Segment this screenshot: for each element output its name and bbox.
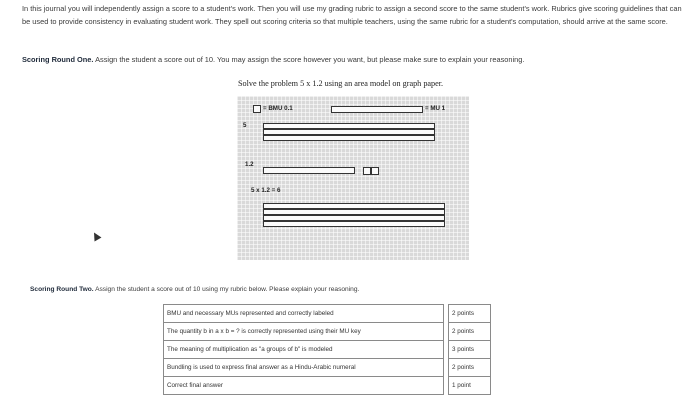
rubric-row bbox=[164, 359, 491, 377]
model-bmu-square-1 bbox=[363, 167, 371, 175]
bmu-legend-label: = BMU 0.1 bbox=[263, 105, 293, 112]
round-two-instructions bbox=[30, 286, 630, 293]
round-one-text: Assign the student a score out of 10. You may assign the score however you want, but please make sure to explain your reasoning. bbox=[95, 55, 525, 64]
answer-bar-4 bbox=[263, 221, 445, 227]
model-bar-3 bbox=[263, 135, 435, 141]
rubric-criterion: BMU and necessary MUs represented and correctly labeled bbox=[164, 305, 444, 323]
problem-prompt: Solve the problem 5 x 1.2 using an area model on graph paper. bbox=[238, 79, 444, 88]
rubric-row bbox=[164, 377, 491, 395]
student-work-graph-paper bbox=[237, 96, 469, 260]
rubric-points: 2 points bbox=[449, 305, 491, 323]
rubric-criterion: Bundling is used to express final answer as a Hindu-Arabic numeral bbox=[164, 359, 444, 377]
rubric-row bbox=[164, 323, 491, 341]
round-one-instructions bbox=[22, 55, 690, 64]
rubric-points: 1 point bbox=[449, 377, 491, 395]
rubric-criterion: Correct final answer bbox=[164, 377, 444, 395]
bmu-legend-square bbox=[253, 105, 261, 113]
rubric-table bbox=[163, 304, 491, 395]
intro-paragraph: In this journal you will independently assign a score to a student's work. Then you will use my grading rubric to assign a second score to the same student's work. Rubrics give scoring guidelines that can be used to provide consistency in evaluating student work. They spell out scoring criteria so that multiple teachers, using the same rubric for a student's computation, should arrive at the same score. bbox=[22, 4, 682, 26]
rubric-row bbox=[164, 305, 491, 323]
rubric-criterion: The meaning of multiplication as "a groups of b" is modeled bbox=[164, 341, 444, 359]
round-two-heading: Scoring Round Two. bbox=[30, 286, 94, 293]
equation-label: 5 x 1.2 = 6 bbox=[251, 187, 281, 194]
model-bmu-square-2 bbox=[371, 167, 379, 175]
rubric-points: 2 points bbox=[449, 359, 491, 377]
quantity-label: 1.2 bbox=[245, 161, 254, 168]
rubric-points: 3 points bbox=[449, 341, 491, 359]
model-mu-bar bbox=[263, 167, 355, 174]
rubric-row bbox=[164, 341, 491, 359]
mu-legend-bar bbox=[331, 106, 423, 113]
groups-label: 5 bbox=[243, 122, 247, 129]
rubric-points: 2 points bbox=[449, 323, 491, 341]
mouse-pointer-icon bbox=[91, 231, 102, 242]
mu-legend-label: = MU 1 bbox=[425, 105, 446, 112]
round-one-heading: Scoring Round One. bbox=[22, 55, 94, 64]
round-two-text: Assign the student a score out of 10 using my rubric below. Please explain your reasoning. bbox=[95, 286, 360, 293]
rubric-criterion: The quantity b in a x b = ? is correctly represented using their MU key bbox=[164, 323, 444, 341]
